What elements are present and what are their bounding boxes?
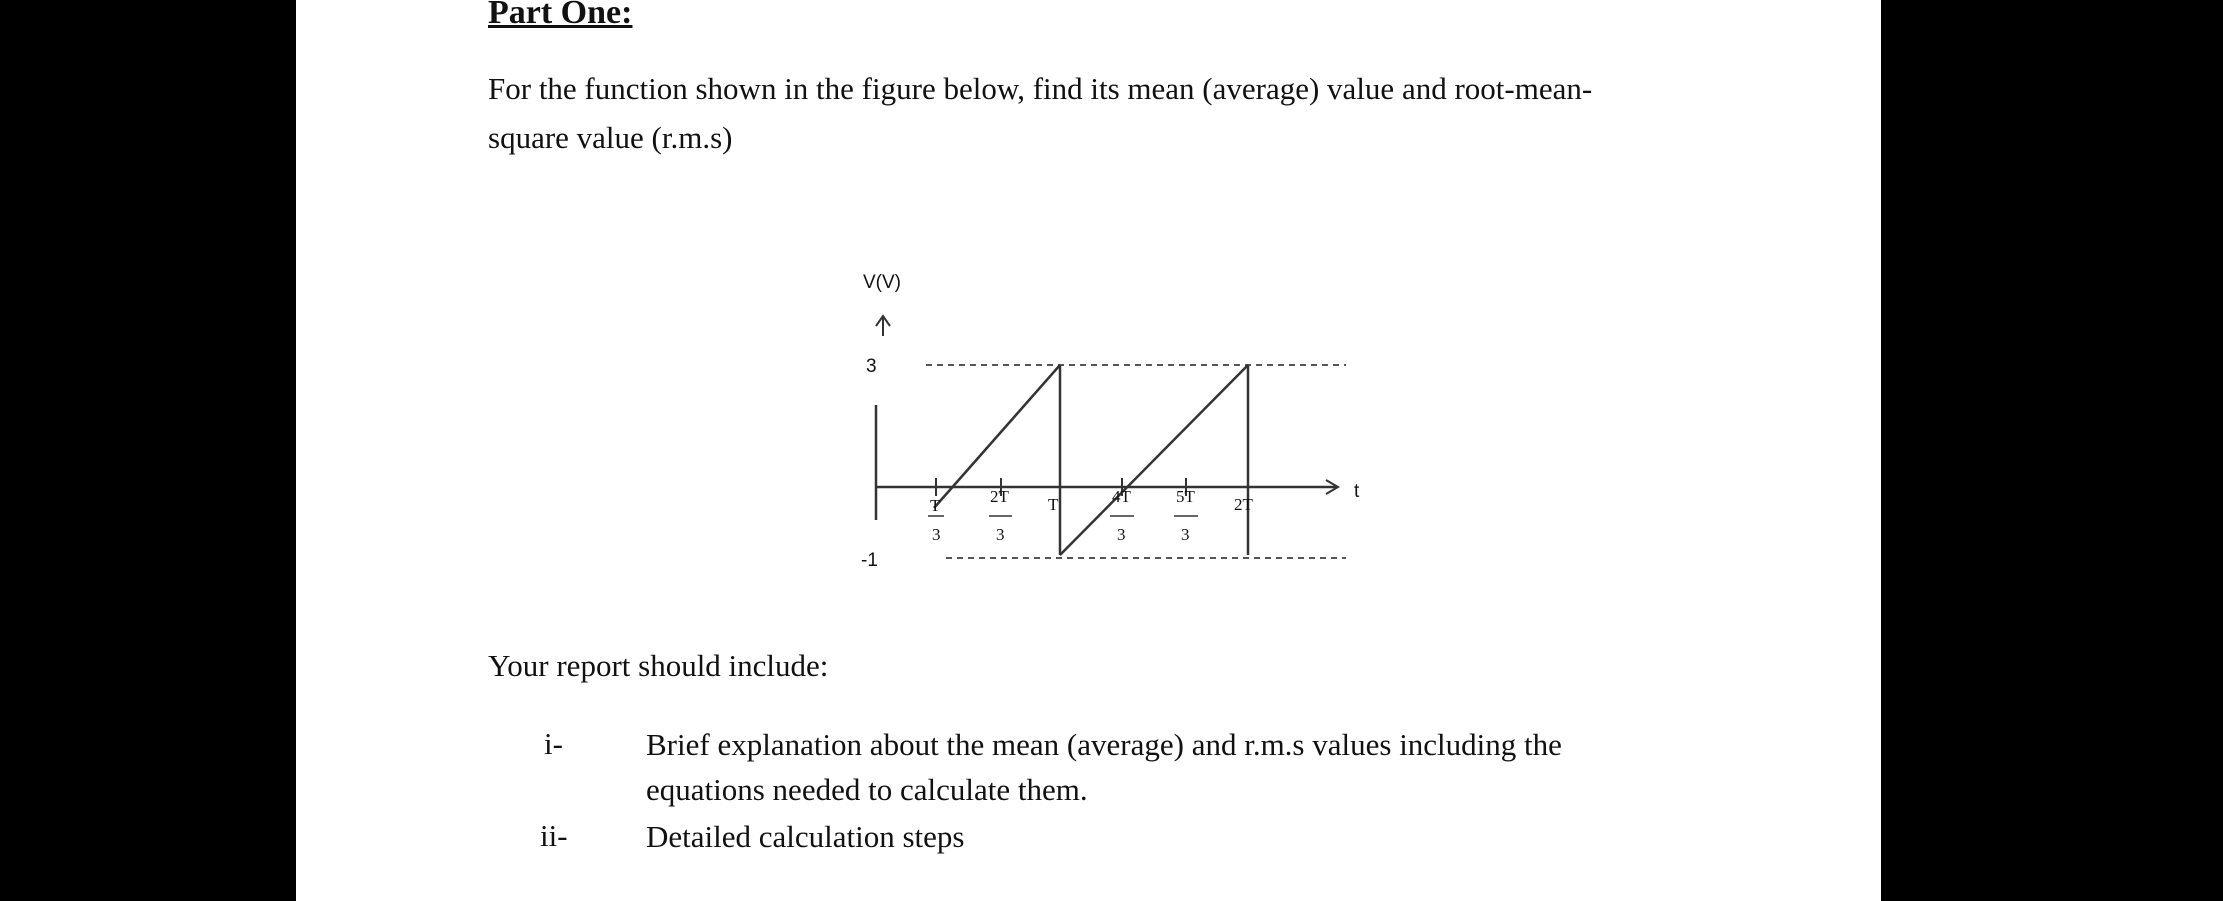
item-1-line-2: equations needed to calculate them.: [646, 772, 1088, 807]
y-min-label: -1: [861, 550, 878, 571]
document-page: [296, 0, 1881, 901]
y-axis-label: V(V): [863, 272, 901, 293]
item-2-number: ii-: [540, 818, 568, 853]
tick-label-num: 2T: [1234, 495, 1253, 514]
ramp-2: [1060, 365, 1248, 555]
y-max-label: 3: [866, 356, 877, 377]
paragraph-line-2: square value (r.m.s): [488, 120, 733, 155]
item-1-line-1: Brief explanation about the mean (average) and r.m.s values including the: [646, 727, 1562, 762]
x-axis-label: t: [1354, 481, 1360, 502]
item-2-line-1: Detailed calculation steps: [646, 819, 965, 854]
tick-label-den: 3: [996, 525, 1005, 544]
tick-label-num: T: [1048, 495, 1059, 514]
tick-label-den: 3: [1117, 525, 1126, 544]
item-1-number: i-: [544, 726, 563, 761]
tick-label-den: 3: [1181, 525, 1190, 544]
tick-label-num: 4T: [1112, 487, 1131, 506]
report-intro: Your report should include:: [488, 648, 829, 683]
tick-label-num: 2T: [990, 487, 1009, 506]
part-heading: Part One:: [488, 0, 633, 31]
tick-label-den: 3: [932, 525, 941, 544]
item-1-text: [646, 722, 1746, 812]
item-2-text: [646, 814, 1746, 859]
tick-label-num: T: [930, 496, 941, 515]
paragraph-line-1: For the function shown in the figure below, find its mean (average) value and root-mean-: [488, 71, 1593, 106]
tick-label-num: 5T: [1176, 487, 1195, 506]
